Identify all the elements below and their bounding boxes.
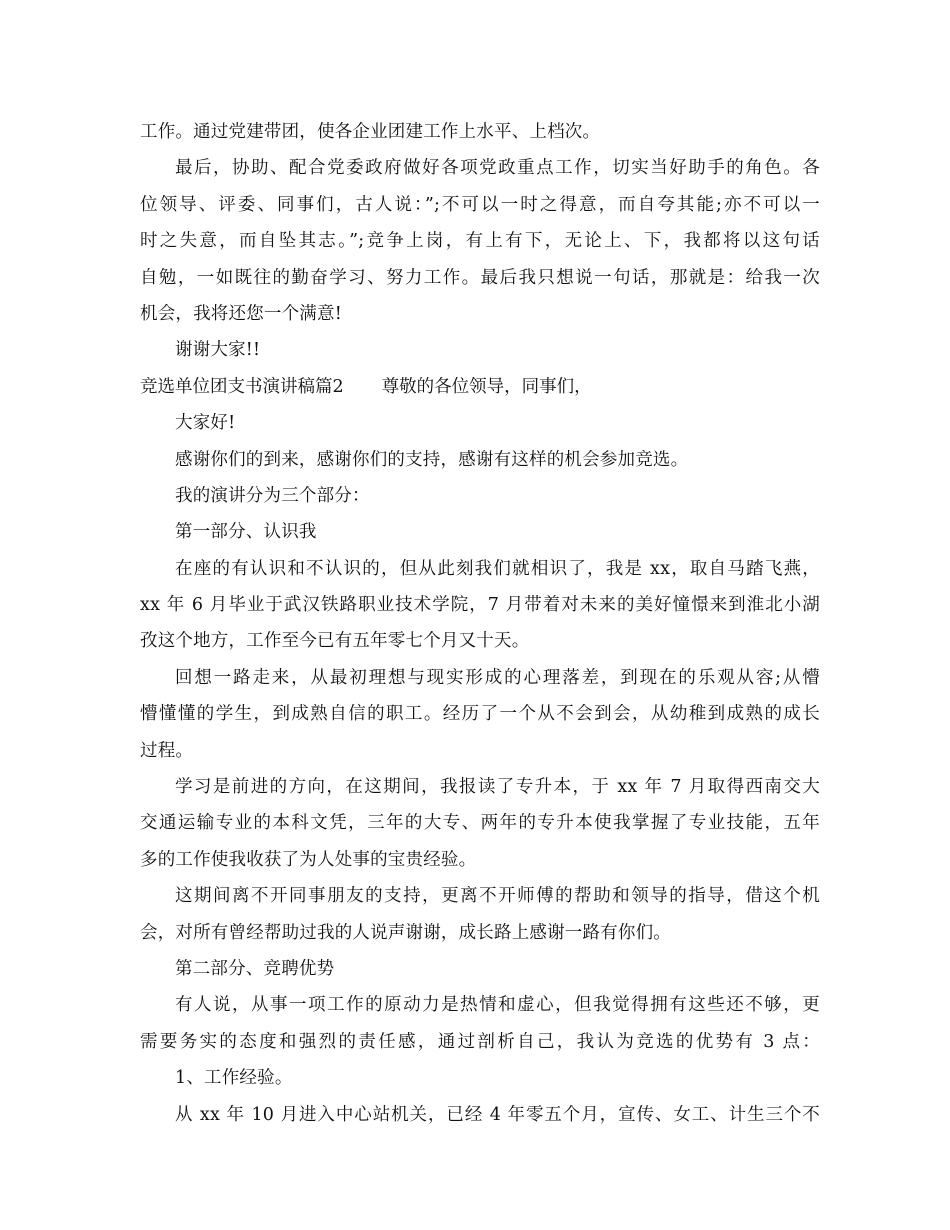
document-body <box>140 114 820 1133</box>
paragraph-line: 需要务实的态度和强烈的责任感，通过剖析自己，我认为竞选的优势有 3 点： <box>140 1031 820 1052</box>
paragraph-line: 第一部分、认识我 <box>175 522 317 543</box>
paragraph-line: 感谢你们的到来，感谢你们的支持，感谢有这样的机会参加竞选。 <box>175 449 689 470</box>
paragraph-line: 有人说，从事一项工作的原动力是热情和虚心，但我觉得拥有这些还不够，更 <box>175 995 820 1016</box>
paragraph-line: 孜这个地方，工作至今已有五年零七个月又十天。 <box>140 631 530 652</box>
paragraph-line: 在座的有认识和不认识的，但从此刻我们就相识了，我是 xx，取自马踏飞燕， <box>175 558 820 579</box>
speech-1-ending <box>140 114 820 369</box>
paragraph-line: 工作。通过党建带团，使各企业团建工作上水平、上档次。 <box>140 122 601 142</box>
paragraph-line: 谢谢大家!! <box>175 340 261 361</box>
paragraph-line: 交通运输专业的本科文凭，三年的大专、两年的专升本使我掌握了专业技能，五年 <box>140 813 820 834</box>
paragraph-line: 时之失意，而自坠其志。”;竞争上岗，有上有下，无论上、下，我都将以这句话 <box>140 231 820 252</box>
paragraph-line: 第二部分、竞聘优势 <box>175 958 335 979</box>
speech-2-body <box>140 405 820 1133</box>
paragraph-line: 学习是前进的方向，在这期间，我报读了专升本，于 xx 年 7 月取得西南交大 <box>175 777 820 798</box>
paragraph-line: 我的演讲分为三个部分： <box>175 485 370 506</box>
paragraph-line: 从 xx 年 10 月进入中心站机关，已经 4 年零五个月，宣传、女工、计生三个不 <box>175 1104 820 1125</box>
paragraph-line: 大家好! <box>175 413 236 434</box>
paragraph-line: 多的工作使我收获了为人处事的宝贵经验。 <box>140 849 477 870</box>
speech-2-heading <box>140 369 820 405</box>
paragraph-line: xx 年 6 月毕业于武汉铁路职业技术学院，7 月带着对未来的美好憧憬来到淮北小湖 <box>140 595 820 616</box>
paragraph-line: 位领导、评委、同事们，古人说：”;不可以一时之得意，而自夸其能;亦不可以一 <box>140 194 820 215</box>
paragraph-line: 回想一路走来，从最初理想与现实形成的心理落差，到现在的乐观从容;从懵 <box>175 667 820 688</box>
speech-2-title: 竞选单位团支书演讲稿篇2 <box>140 376 344 397</box>
paragraph-line: 机会，我将还您一个满意! <box>140 303 342 324</box>
speech-2-greeting: 尊敬的各位领导，同事们， <box>381 376 592 397</box>
paragraph-line: 最后，协助、配合党委政府做好各项党政重点工作，切实当好助手的角色。各 <box>175 158 820 179</box>
paragraph-line: 自勉，一如既往的勤奋学习、努力工作。最后我只想说一句话，那就是：给我一次 <box>140 267 820 288</box>
paragraph-line: 这期间离不开同事朋友的支持，更离不开师傅的帮助和领导的指导，借这个机 <box>175 886 820 907</box>
paragraph-line: 1、工作经验。 <box>175 1068 293 1089</box>
paragraph-line: 懵懂懂的学生，到成熟自信的职工。经历了一个从不会到会，从幼稚到成熟的成长 <box>140 704 820 725</box>
paragraph-line: 过程。 <box>140 740 194 761</box>
paragraph-line: 会，对所有曾经帮助过我的人说声谢谢，成长路上感谢一路有你们。 <box>140 922 671 943</box>
